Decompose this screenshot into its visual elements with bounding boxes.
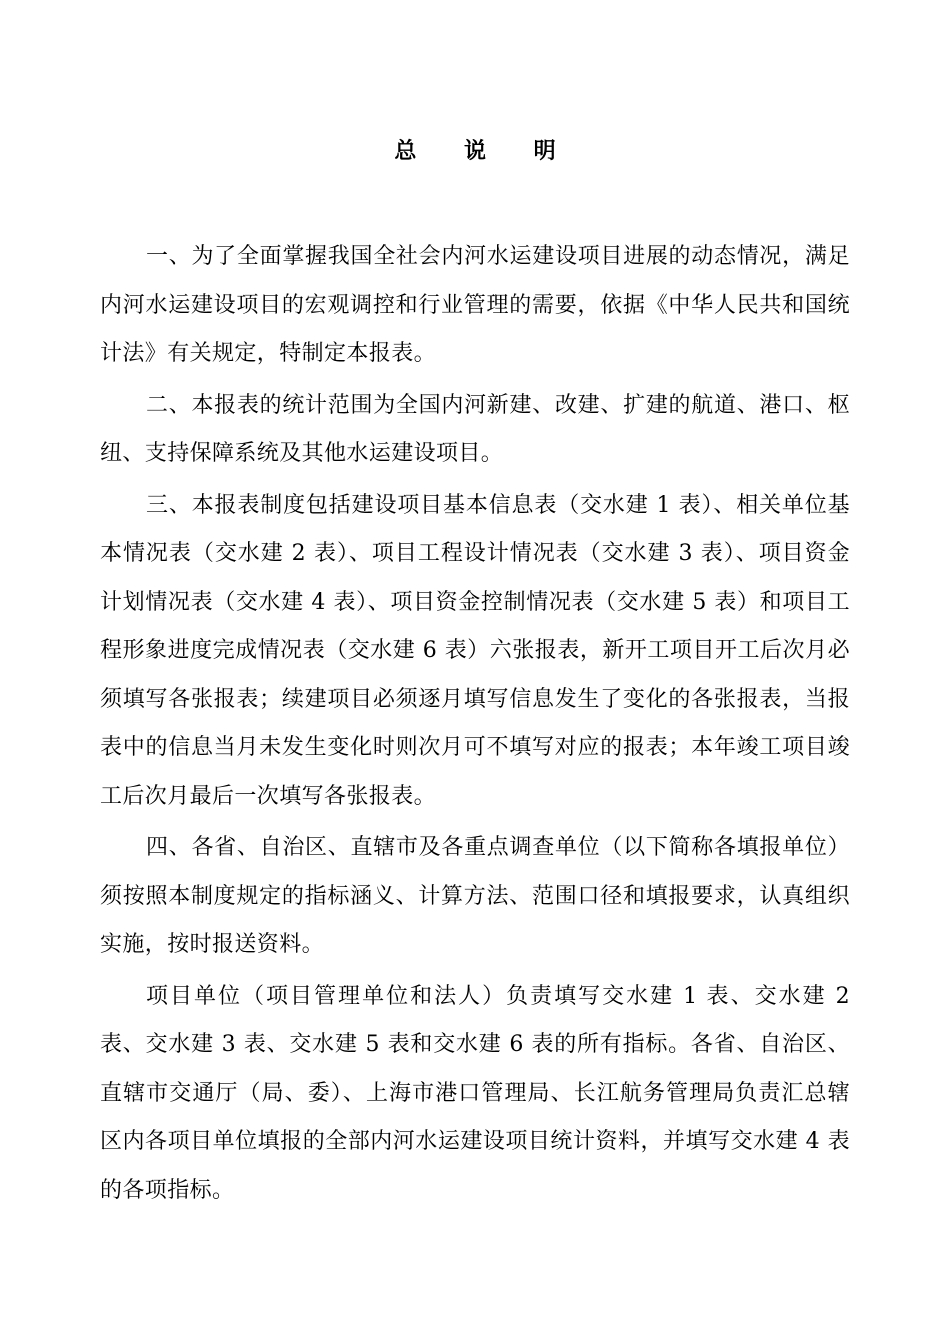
paragraph-3: 三、本报表制度包括建设项目基本信息表（交水建 1 表）、相关单位基本情况表（交水建 2 表）、项目工程设计情况表（交水建 3 表）、项目资金计划情况表（交水建 4 表）、项目资金控制情况表（交水建 5 表）和项目工程形象进度完成情况表（交水建 6 表）六张报表，新开工项目开工后次月必须填写各张报表；续建项目必须逐月填写信息发生了变化的各张报表，当报表中的信息当月未发生变化时则次月可不填写对应的报表；本年竣工项目竣工后次月最后一次填写各张报表。 bbox=[100, 492, 850, 809]
page-title: 总 说 明 bbox=[394, 138, 576, 164]
paragraph-4: 四、各省、自治区、直辖市及各重点调查单位（以下简称各填报单位）须按照本制度规定的指标涵义、计算方法、范围口径和填报要求，认真组织实施，按时报送资料。 bbox=[100, 835, 850, 957]
document-body bbox=[100, 233, 850, 1218]
paragraph-1: 一、为了全面掌握我国全社会内河水运建设项目进展的动态情况，满足内河水运建设项目的宏观调控和行业管理的需要，依据《中华人民共和国统计法》有关规定，特制定本报表。 bbox=[100, 244, 850, 366]
paragraph-2: 二、本报表的统计范围为全国内河新建、改建、扩建的航道、港口、枢纽、支持保障系统及其他水运建设项目。 bbox=[100, 392, 850, 466]
paragraph-5: 项目单位（项目管理单位和法人）负责填写交水建 1 表、交水建 2 表、交水建 3 表、交水建 5 表和交水建 6 表的所有指标。各省、自治区、直辖市交通厅（局、委）、上海市港口管理局、长江航务管理局负责汇总辖区内各项目单位填报的全部内河水运建设项目统计资料，并填写交水建 4 表的各项指标。 bbox=[100, 983, 850, 1203]
